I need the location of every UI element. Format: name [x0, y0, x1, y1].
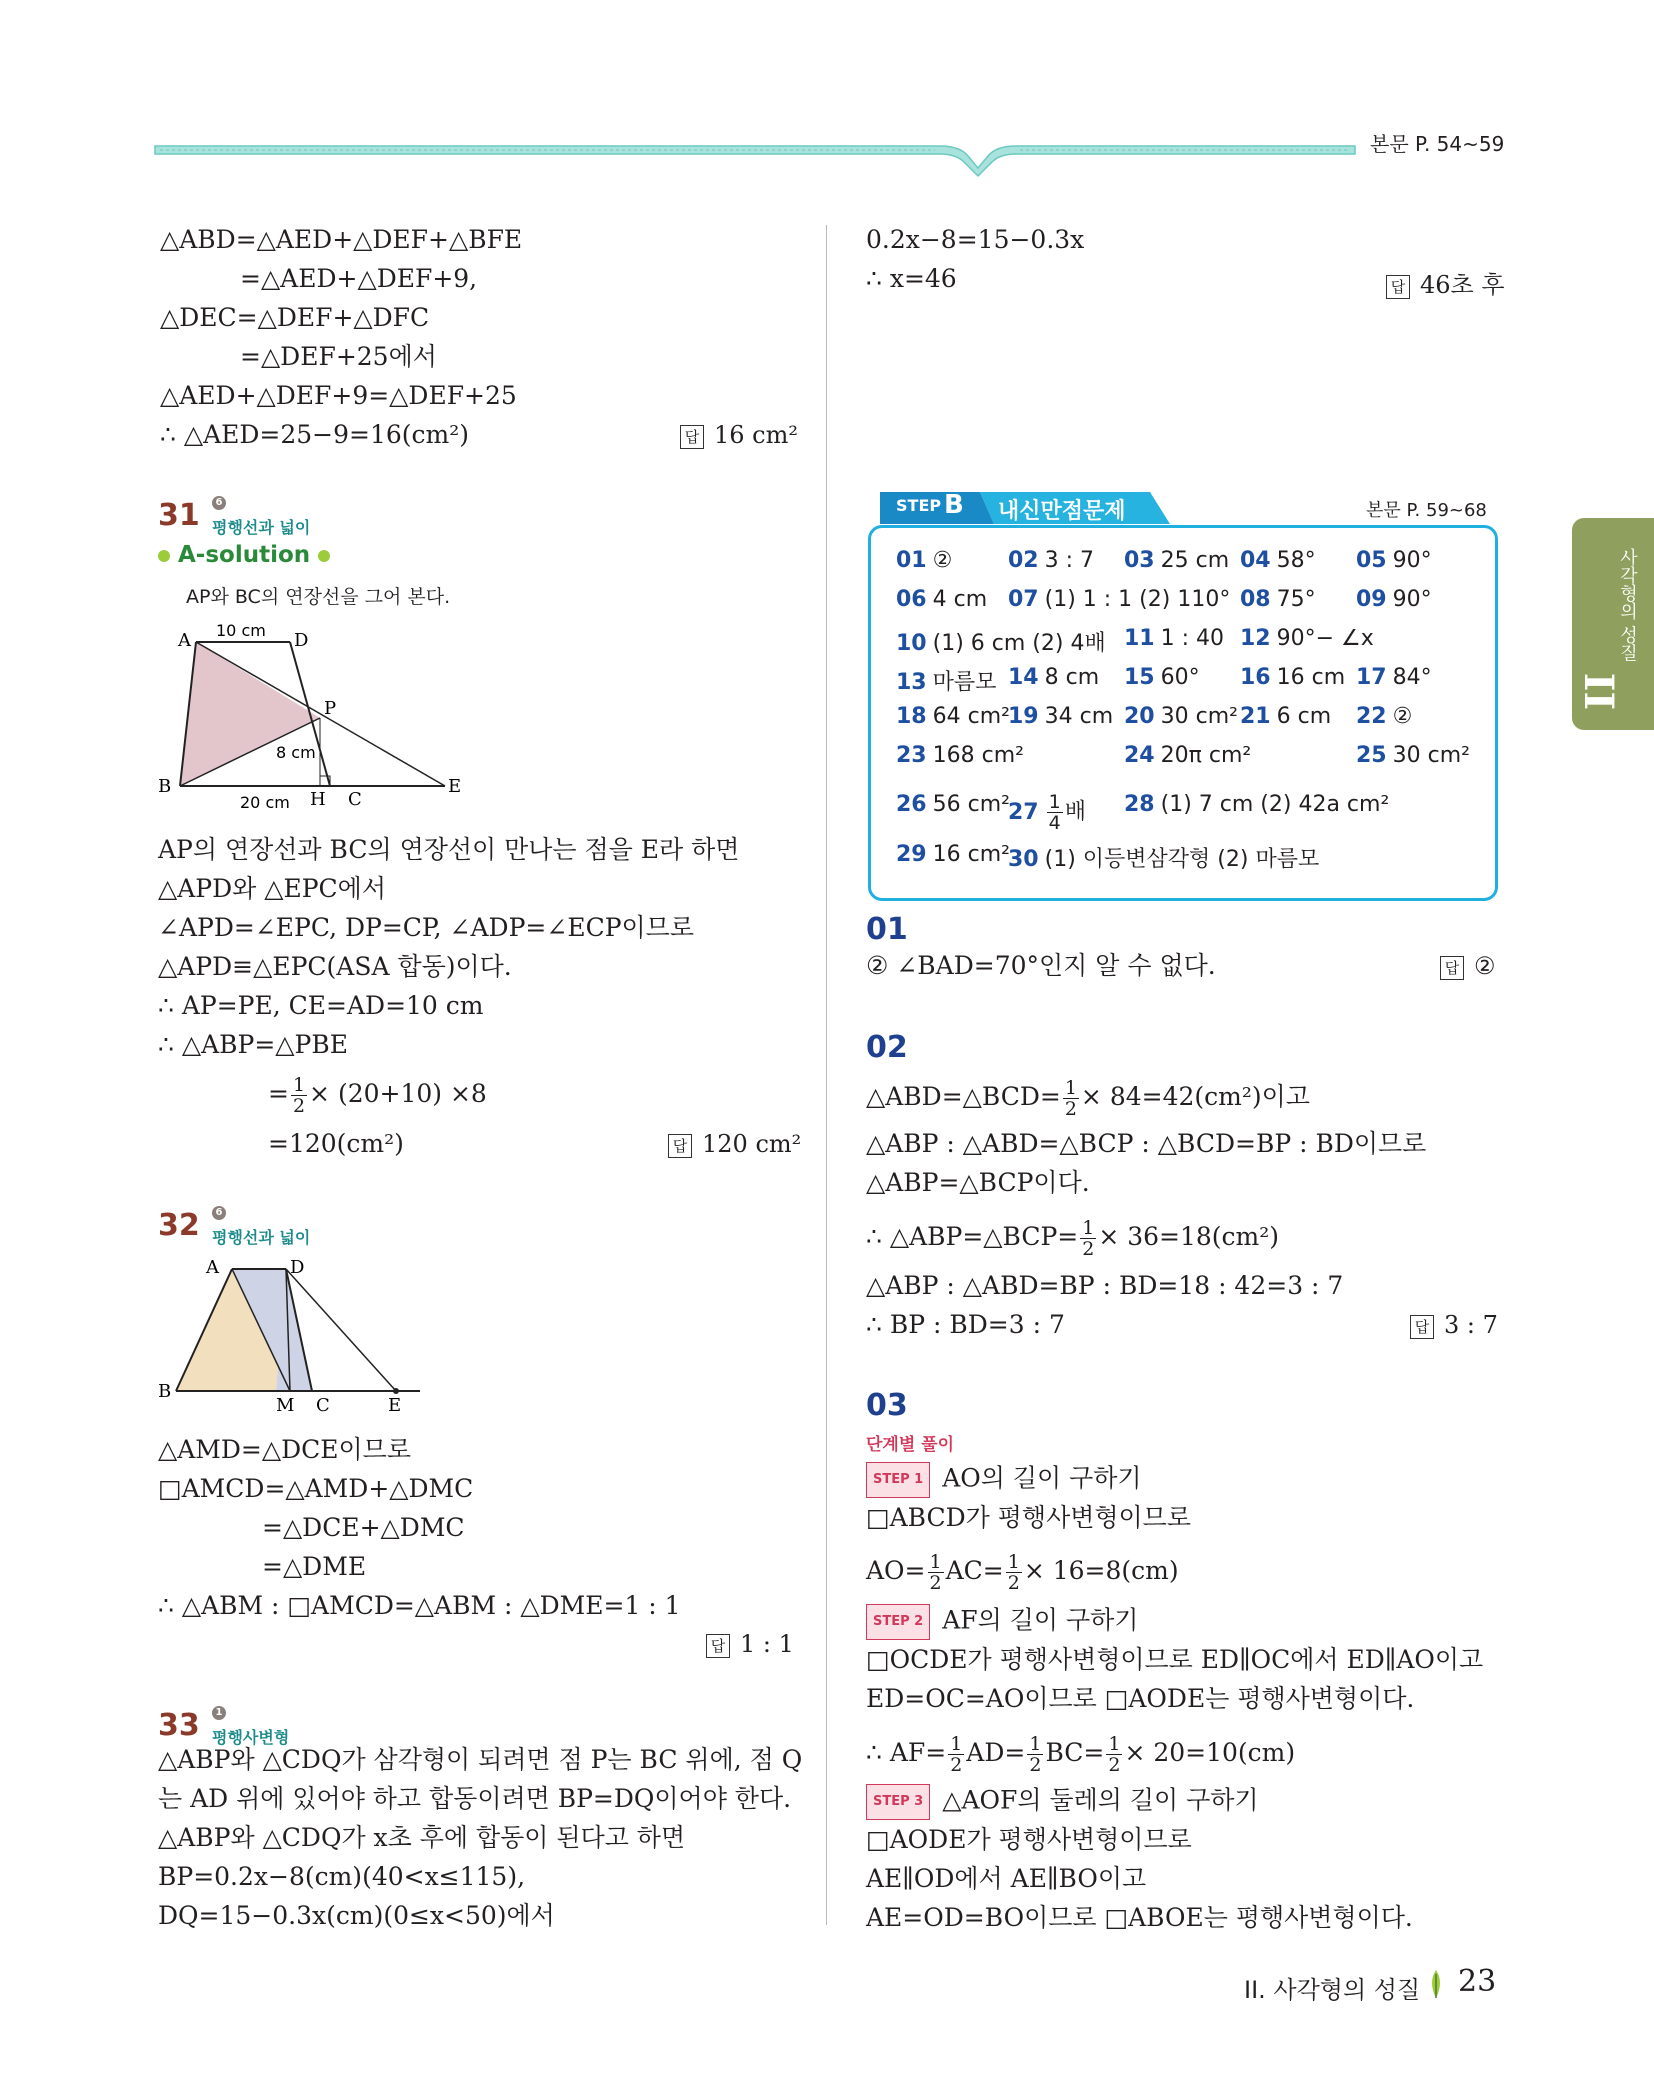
answer-mark: 답 — [668, 1134, 692, 1158]
fraction — [928, 1552, 944, 1593]
answer-grid-number: 24 — [1124, 743, 1155, 768]
tag-text: 평행사변형 — [212, 1728, 290, 1747]
stepb-title: 내신만점문제 — [998, 499, 1126, 524]
fraction — [1027, 1734, 1043, 1775]
answer-grid-item — [1240, 587, 1316, 612]
left-line: =120(cm²) — [268, 1129, 404, 1158]
footer-chapter: II. 사각형의 성질 — [1244, 1976, 1421, 2004]
fraction-numerator: 1 — [1048, 791, 1061, 813]
answer-grid-value: 75° — [1276, 587, 1316, 612]
answer-grid-item — [896, 743, 1024, 768]
answer-grid-value: 58° — [1276, 548, 1316, 573]
fig31-label-D: D — [294, 630, 309, 651]
left-line: △ABD=△AED+△DEF+△BFE — [160, 225, 523, 254]
answer-grid-value: 34 cm — [1044, 704, 1114, 729]
answer-grid-item — [1240, 626, 1374, 651]
left-line: DQ=15−0.3x(cm)(0≤x<50)에서 — [158, 1901, 555, 1930]
answer-text: 120 cm² — [702, 1130, 802, 1158]
fig31-label-B: B — [158, 776, 172, 797]
column-divider — [826, 225, 827, 1925]
bullet-icon — [318, 550, 330, 562]
left-line: □AMCD=△AMD+△DMC — [158, 1474, 474, 1503]
answer-grid-number: 23 — [896, 743, 927, 768]
answer-grid-value: 배 — [1064, 799, 1086, 825]
equation-text: × (20+10) ×8 — [309, 1079, 487, 1108]
left-line: ∴ △AED=25−9=16(cm²) — [160, 420, 470, 449]
fraction-numerator: 1 — [1064, 1077, 1077, 1099]
side-tab-label: 사각형의 성질 — [1617, 548, 1638, 662]
answer-grid-value: 30 cm² — [1392, 743, 1470, 768]
step-label: STEP 3 — [866, 1784, 930, 1820]
answer-grid-number: 20 — [1124, 704, 1155, 729]
answer-grid-item — [896, 792, 1010, 817]
left-line: △ABP와 △CDQ가 삼각형이 되려면 점 P는 BC 위에, 점 Q — [158, 1745, 803, 1774]
right-line: ② ∠BAD=70°인지 알 수 없다. — [866, 951, 1216, 980]
answer-grid-number: 05 — [1356, 548, 1387, 573]
answer-grid-value: 1 : 40 — [1160, 626, 1225, 651]
answer-grid-value: 90° — [1392, 587, 1432, 612]
answer-grid-number: 07 — [1008, 587, 1039, 612]
left-line: ∴ AP=PE, CE=AD=10 cm — [158, 991, 484, 1020]
answer-grid-value: 84° — [1392, 665, 1432, 690]
answer-grid-item — [1356, 665, 1432, 690]
fig31-label-C: C — [348, 789, 362, 810]
left-line: △ABP와 △CDQ가 x초 후에 합동이 된다고 하면 — [158, 1823, 686, 1852]
right-line: ∴ BP : BD=3 : 7 — [866, 1310, 1065, 1339]
answer-grid-value: 30 cm² — [1160, 704, 1238, 729]
right-line: △ABP=△BCP이다. — [866, 1168, 1090, 1197]
tag-number: 1 — [212, 1706, 226, 1720]
equation-text: BC= — [1045, 1738, 1105, 1767]
fraction-denominator: 2 — [1082, 1238, 1095, 1260]
fraction — [1063, 1078, 1079, 1119]
answer-grid-item — [1008, 587, 1230, 612]
equation-text: AO= — [866, 1556, 926, 1585]
fig32-label-M: M — [276, 1395, 295, 1415]
answer-grid-value: 6 cm — [1276, 704, 1332, 729]
fig32-label-D: D — [290, 1257, 305, 1278]
step-label: STEP 2 — [866, 1604, 930, 1640]
fraction-denominator: 2 — [1064, 1098, 1077, 1120]
fraction — [948, 1734, 964, 1775]
answer-grid-value: (1) 6 cm (2) 4배 — [932, 631, 1106, 656]
step-label: STEP 1 — [866, 1462, 930, 1498]
answer — [1410, 1311, 1498, 1339]
equation-text: AD= — [966, 1738, 1026, 1767]
fraction-denominator: 2 — [929, 1572, 942, 1594]
answer — [706, 1630, 794, 1658]
tag-number: 6 — [212, 496, 226, 510]
fig31-top-length: 10 cm — [216, 621, 266, 640]
answer-grid-number: 08 — [1240, 587, 1271, 612]
answer-text: 46초 후 — [1420, 271, 1505, 299]
fig32-label-B: B — [158, 1381, 172, 1402]
answer-grid-item — [1356, 548, 1432, 573]
answer-grid-number: 17 — [1356, 665, 1387, 690]
problem-number: 33 — [158, 1708, 200, 1743]
answer-grid-value: 8 cm — [1044, 665, 1100, 690]
stepb-step: STEP — [896, 496, 942, 515]
fig32-label-C: C — [316, 1395, 330, 1415]
answer-grid-value: 16 cm — [1276, 665, 1346, 690]
answer-grid-item — [1240, 704, 1331, 729]
answer — [1440, 952, 1496, 980]
equation-text: ∴ AF= — [866, 1738, 947, 1767]
answer-grid-number: 15 — [1124, 665, 1155, 690]
page-number: 23 — [1458, 1964, 1497, 1999]
step-text: △AOF의 둘레의 길이 구하기 — [942, 1785, 1259, 1815]
answer-grid-item — [896, 587, 987, 612]
answer-grid-value: 마름모 — [932, 670, 997, 695]
right-line: △ABP : △ABD=BP : BD=18 : 42=3 : 7 — [866, 1271, 1344, 1300]
answer — [680, 421, 798, 449]
answer-grid-item — [896, 665, 996, 696]
right-line: ∴ x=46 — [866, 264, 957, 293]
right-line: AE∥OD에서 AE∥BO이고 — [866, 1864, 1147, 1893]
fig31-height-length: 8 cm — [276, 743, 316, 762]
fraction-denominator: 4 — [1048, 812, 1061, 834]
equation-text: ∴ △ABP=△BCP= — [866, 1222, 1079, 1251]
fig31-label-H: H — [310, 789, 326, 810]
answer-grid-number: 09 — [1356, 587, 1387, 612]
answer-grid-value: 3 : 7 — [1044, 548, 1095, 573]
fraction — [1080, 1218, 1096, 1259]
answer-grid-item — [1008, 665, 1099, 690]
problem-tag — [212, 1206, 310, 1248]
answer-grid-item — [896, 548, 952, 573]
answer-grid-item — [1008, 704, 1113, 729]
equation-text: △ABD=△BCD= — [866, 1082, 1061, 1111]
answer-grid-value: 90° — [1392, 548, 1432, 573]
answer-grid-number: 27 — [1008, 799, 1039, 825]
answer-grid-value: 20π cm² — [1160, 743, 1252, 768]
right-line — [866, 1078, 1310, 1119]
fig31-label-P: P — [324, 698, 337, 719]
left-line: =△DEF+25에서 — [240, 342, 437, 371]
fraction — [1106, 1734, 1122, 1775]
answer-grid-value: (1) 이등변삼각형 (2) 마름모 — [1044, 847, 1320, 872]
step-row — [866, 1604, 1138, 1640]
answer-grid-number: 30 — [1008, 847, 1039, 872]
fraction-numerator: 1 — [950, 1733, 963, 1755]
answer-grid-number: 26 — [896, 792, 927, 817]
right-line: □ABCD가 평행사변형이므로 — [866, 1503, 1191, 1532]
a-solution-text: A-solution — [178, 542, 311, 568]
answer-grid-item — [1356, 743, 1470, 768]
a-solution-hint: AP와 BC의 연장선을 그어 본다. — [186, 586, 451, 608]
left-line: △APD≡△EPC(ASA 합동)이다. — [158, 952, 512, 981]
fraction-numerator: 1 — [929, 1551, 942, 1573]
answer-grid-number: 03 — [1124, 548, 1155, 573]
answer-grid-number: 22 — [1356, 704, 1387, 729]
answer-grid-value: (1) 1 : 1 (2) 110° — [1044, 587, 1231, 612]
fraction — [291, 1075, 307, 1116]
fig32-label-A: A — [206, 1257, 219, 1278]
answer-grid-number: 12 — [1240, 626, 1271, 651]
tag-text: 평행선과 넓이 — [212, 1228, 311, 1247]
answer-grid-number: 14 — [1008, 665, 1039, 690]
answer-grid-number: 18 — [896, 704, 927, 729]
step-row — [866, 1784, 1259, 1820]
left-line: △AMD=△DCE이므로 — [158, 1435, 411, 1464]
answer-grid-number: 10 — [896, 631, 927, 656]
answer-grid-number: 28 — [1124, 792, 1155, 817]
answer-grid-item — [896, 704, 1010, 729]
answer-mark: 답 — [680, 425, 704, 449]
equation-text: × 16=8(cm) — [1023, 1556, 1179, 1585]
fig31-label-A: A — [178, 630, 191, 651]
right-line — [866, 1552, 1179, 1593]
left-line: ∴ △ABP=△PBE — [158, 1030, 348, 1059]
fraction-numerator: 1 — [1108, 1733, 1121, 1755]
stepb-ref: 본문 P. 59~68 — [1366, 500, 1487, 521]
answer-text: 3 : 7 — [1444, 1311, 1498, 1339]
answer-grid-value: ② — [1392, 704, 1413, 729]
chapter-side-tab — [1572, 518, 1654, 730]
fraction-numerator: 1 — [1007, 1551, 1020, 1573]
figure-31 — [150, 618, 480, 818]
step-text: AO의 길이 구하기 — [942, 1463, 1142, 1493]
answer-grid-number: 19 — [1008, 704, 1039, 729]
side-tab-roman: II — [1575, 672, 1623, 711]
left-line: △AED+△DEF+9=△DEF+25 — [160, 381, 517, 410]
right-line: 0.2x−8=15−0.3x — [866, 225, 1085, 254]
answer-grid-number: 01 — [896, 548, 927, 573]
fraction-numerator: 1 — [1082, 1217, 1095, 1239]
answer-grid-item — [1124, 548, 1229, 573]
problem-tag — [212, 496, 310, 538]
right-line: ED=OC=AO이므로 □AODE는 평행사변형이다. — [866, 1684, 1415, 1713]
answer-grid-item — [1240, 665, 1345, 690]
problem-number: 31 — [158, 498, 200, 533]
problem-number: 02 — [866, 1030, 908, 1065]
fig31-bottom-length: 20 cm — [240, 793, 290, 812]
answer-grid-item — [1356, 587, 1432, 612]
bullet-icon — [158, 550, 170, 562]
right-line — [866, 1218, 1279, 1259]
answer-mark: 답 — [1386, 275, 1410, 299]
answer-grid-value: 56 cm² — [932, 792, 1010, 817]
right-line: □OCDE가 평행사변형이므로 ED∥OC에서 ED∥AO이고 — [866, 1645, 1484, 1674]
left-line: ∴ △ABM : □AMCD=△ABM : △DME=1 : 1 — [158, 1591, 681, 1620]
fraction-denominator: 2 — [1029, 1754, 1042, 1776]
answer-grid-item — [1124, 743, 1251, 768]
fraction-denominator: 2 — [292, 1095, 306, 1117]
header-page-ref: 본문 P. 54~59 — [1370, 132, 1505, 156]
answer-grid-number: 06 — [896, 587, 927, 612]
stepb-letter: B — [944, 490, 964, 520]
problem-number: 03 — [866, 1388, 908, 1423]
problem-number: 01 — [866, 912, 908, 947]
answer-grid-value: 168 cm² — [932, 743, 1024, 768]
answer-grid-item — [1124, 626, 1224, 651]
answer-grid-item — [896, 842, 1010, 867]
answer-grid-value: 25 cm — [1160, 548, 1230, 573]
fig32-label-E: E — [388, 1395, 402, 1415]
answer-grid-number: 29 — [896, 842, 927, 867]
problem-number: 32 — [158, 1208, 200, 1243]
left-line: △DEC=△DEF+△DFC — [160, 303, 430, 332]
fraction — [1047, 792, 1063, 833]
equation-text: × 84=42(cm²)이고 — [1080, 1082, 1310, 1111]
answer-grid-item — [896, 626, 1106, 657]
answer-text: 16 cm² — [714, 421, 798, 449]
answer-text: 1 : 1 — [740, 1630, 794, 1658]
tag-text: 평행선과 넓이 — [212, 518, 311, 537]
left-line: BP=0.2x−8(cm)(40<x≤115), — [158, 1862, 526, 1891]
fraction-denominator: 2 — [1108, 1754, 1121, 1776]
left-line: 는 AD 위에 있어야 하고 합동이려면 BP=DQ이어야 한다. — [158, 1784, 792, 1813]
right-line — [866, 1734, 1295, 1775]
answer-grid-item — [1356, 704, 1412, 729]
answer-grid-item — [1124, 792, 1389, 817]
leaf-icon — [1426, 1968, 1446, 2000]
a-solution-label — [158, 542, 330, 568]
right-line: □AODE가 평행사변형이므로 — [866, 1825, 1192, 1854]
equation-text: × 36=18(cm²) — [1098, 1222, 1280, 1251]
left-line: AP의 연장선과 BC의 연장선이 만나는 점을 E라 하면 — [158, 835, 740, 864]
fig31-label-E: E — [448, 776, 462, 797]
answer-grid-value: ② — [932, 548, 953, 573]
fraction-numerator: 1 — [292, 1074, 306, 1096]
answer — [1386, 265, 1505, 300]
fraction — [1006, 1552, 1022, 1593]
tag-number: 6 — [212, 1206, 226, 1220]
answer-grid-value: 60° — [1160, 665, 1200, 690]
fraction-denominator: 2 — [950, 1754, 963, 1776]
answer-grid-number: 25 — [1356, 743, 1387, 768]
left-line: =△DME — [262, 1552, 367, 1581]
answer-grid-value: 16 cm² — [932, 842, 1010, 867]
answer-grid-value: 90°− ∠x — [1276, 626, 1374, 651]
answer-grid-number: 04 — [1240, 548, 1271, 573]
answer-grid-item — [1124, 665, 1200, 690]
equation-text: × 20=10(cm) — [1124, 1738, 1296, 1767]
right-line: AE=OD=BO이므로 □ABOE는 평행사변형이다. — [866, 1903, 1413, 1932]
answer-grid-value: 64 cm² — [932, 704, 1010, 729]
left-line: △APD와 △EPC에서 — [158, 874, 386, 903]
answer-grid-number: 13 — [896, 670, 927, 695]
answer-grid-number: 11 — [1124, 626, 1155, 651]
fraction-denominator: 2 — [1007, 1572, 1020, 1594]
problem-tag — [212, 1706, 289, 1748]
answer-grid-value: (1) 7 cm (2) 42a cm² — [1160, 792, 1390, 817]
answer-grid-item — [1124, 704, 1238, 729]
answer-mark: 답 — [1440, 956, 1464, 980]
answer-grid-item — [1008, 842, 1319, 873]
answer-grid-number: 21 — [1240, 704, 1271, 729]
figure-32 — [150, 1255, 430, 1415]
answer-text: ② — [1474, 952, 1496, 980]
answer — [668, 1130, 801, 1158]
answer-grid-number: 02 — [1008, 548, 1039, 573]
left-line: =△AED+△DEF+9, — [240, 264, 478, 293]
answer-grid-number: 16 — [1240, 665, 1271, 690]
left-line: = $\frac{1}{2}$ × (20+10) ×8 — [268, 1074, 487, 1117]
answer-mark: 답 — [1410, 1315, 1434, 1339]
step-row — [866, 1462, 1142, 1498]
step-title: 단계별 풀이 — [866, 1435, 955, 1455]
header-band — [150, 128, 1360, 178]
equation-text: AC= — [945, 1556, 1004, 1585]
fraction-numerator: 1 — [1029, 1733, 1042, 1755]
answer-mark: 답 — [706, 1634, 730, 1658]
answer-grid-item — [1008, 548, 1094, 573]
left-line: ∠APD=∠EPC, DP=CP, ∠ADP=∠ECP이므로 — [158, 913, 694, 942]
answer-grid-item — [1240, 548, 1316, 573]
right-line: △ABP : △ABD=△BCP : △BCD=BP : BD이므로 — [866, 1129, 1427, 1158]
left-line: =△DCE+△DMC — [262, 1513, 465, 1542]
answer-grid-item — [1008, 792, 1086, 833]
step-text: AF의 길이 구하기 — [942, 1605, 1139, 1635]
answer-grid-value: 4 cm — [932, 587, 988, 612]
